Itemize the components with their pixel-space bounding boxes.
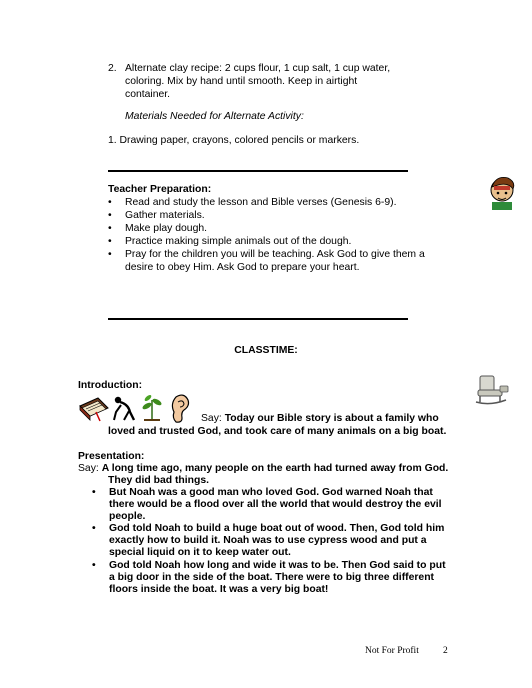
presentation-heading: Presentation:: [78, 451, 145, 462]
divider-bottom: [108, 318, 408, 320]
bullet-icon: •: [108, 249, 112, 260]
sprout-icon: [140, 392, 164, 422]
page-number: 2: [443, 646, 448, 656]
alt-recipe-line-2: coloring. Mix by hand until smooth. Keep in airtight: [125, 76, 358, 87]
presentation-say-line-1: [78, 463, 448, 476]
classtime-heading: CLASSTIME:: [234, 345, 298, 356]
intro-say-label: Say:: [201, 413, 222, 424]
presentation-say-label: Say:: [78, 463, 99, 474]
bible-icon: [78, 394, 110, 422]
bullet-icon: •: [92, 487, 96, 498]
intro-say-line-1: [201, 413, 439, 426]
alt-recipe-line-3: container.: [125, 89, 171, 100]
presentation-say-text-2: They did bad things.: [108, 475, 210, 486]
presentation-say-text-1: A long time ago, many people on the earth had turned away from God.: [101, 463, 449, 474]
intro-say-text-1: Today our Bible story is about a family who: [224, 413, 439, 424]
child-face-icon: [488, 172, 516, 210]
introduction-heading: Introduction:: [78, 380, 143, 391]
prep-item: • Pray for the children you will be teaching. Ask God to give them a desire to obey Him. Ask God to prepare your heart.: [108, 249, 425, 273]
divider-top: [108, 170, 408, 172]
bullet-icon: •: [92, 560, 96, 571]
materials-alt-heading: Materials Needed for Alternate Activity:: [125, 111, 304, 122]
rocking-chair-icon: [474, 372, 510, 406]
bullet-icon: •: [108, 223, 112, 234]
alt-recipe-number: 2.: [108, 63, 117, 74]
ear-icon: [168, 392, 192, 424]
bullet-icon: •: [92, 523, 96, 534]
materials-alt-item: 1. Drawing paper, crayons, colored pencils or markers.: [108, 135, 360, 146]
footer-text: Not For Profit: [365, 646, 419, 656]
praying-person-icon: [112, 394, 138, 422]
intro-say-text-2: loved and trusted God, and took care of many animals on a big boat.: [108, 426, 447, 437]
bullet-icon: •: [108, 236, 112, 247]
bullet-icon: •: [108, 197, 112, 208]
intro-clipart-row: [78, 392, 198, 424]
bullet-icon: •: [108, 210, 112, 221]
teacher-prep-heading: Teacher Preparation:: [108, 184, 212, 195]
alt-recipe-line-1: Alternate clay recipe: 2 cups flour, 1 cup salt, 1 cup water,: [125, 63, 391, 74]
